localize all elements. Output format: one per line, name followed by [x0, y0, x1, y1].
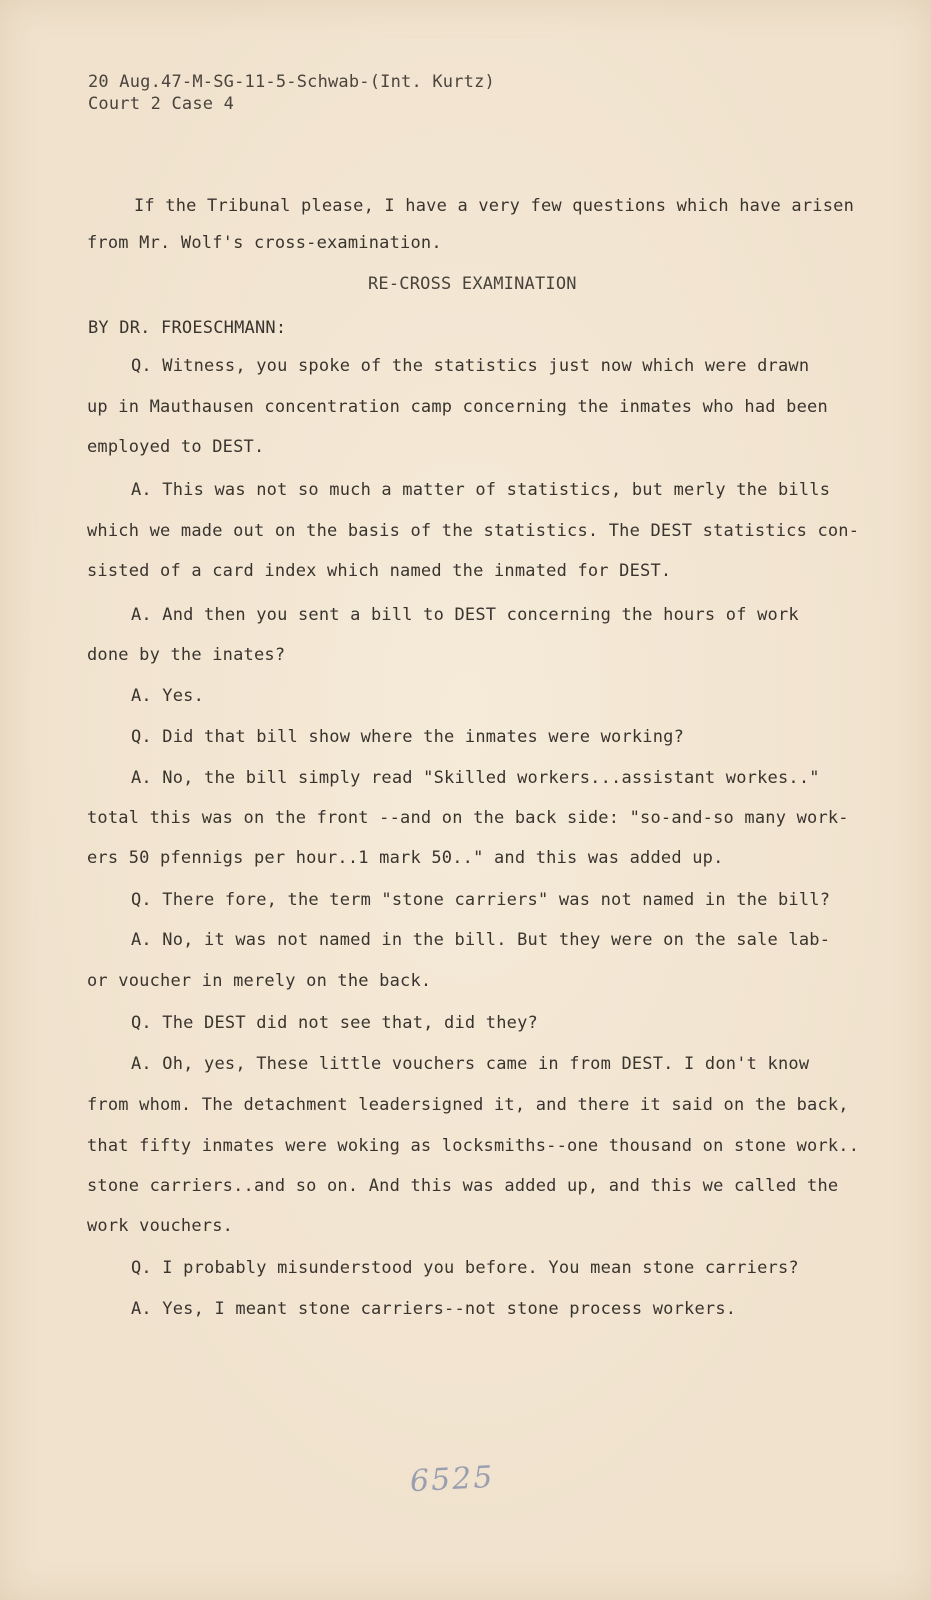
paragraph-line: up in Mauthausen concentration camp concerning the inmates who had been	[87, 397, 828, 417]
intro-line-1: If the Tribunal please, I have a very few questions which have arisen	[134, 196, 855, 216]
paragraph-line: Q. Witness, you spoke of the statistics just now which were drawn	[131, 356, 810, 376]
paragraph-line: or voucher in merely on the back.	[87, 971, 432, 991]
paragraph-line: from whom. The detachment leadersigned it, and there it said on the back,	[87, 1095, 849, 1115]
paragraph-line: A. And then you sent a bill to DEST concerning the hours of work	[131, 605, 799, 625]
paragraph-line: A. No, the bill simply read "Skilled workers...assistant workes.."	[131, 768, 820, 788]
by-line: BY DR. FROESCHMANN:	[88, 318, 287, 338]
paragraph-line: stone carriers..and so on. And this was added up, and this we called the	[87, 1176, 839, 1196]
paragraph-line: A. No, it was not named in the bill. But they were on the sale lab-	[131, 930, 831, 950]
paragraph-line: A. This was not so much a matter of statistics, but merly the bills	[131, 480, 831, 500]
paragraph-line: sisted of a card index which named the inmated for DEST.	[87, 561, 672, 581]
intro-line-2: from Mr. Wolf's cross-examination.	[87, 233, 442, 253]
paragraph-line: done by the inates?	[87, 645, 286, 665]
paragraph-line: Q. The DEST did not see that, did they?	[131, 1013, 538, 1033]
header-line-2: Court 2 Case 4	[88, 94, 235, 114]
paragraph-line: Q. There fore, the term "stone carriers" was not named in the bill?	[131, 890, 831, 910]
paragraph-line: total this was on the front --and on the back side: "so-and-so many work-	[87, 808, 849, 828]
paragraph-line: A. Oh, yes, These little vouchers came in from DEST. I don't know	[131, 1054, 810, 1074]
paragraph-line: ers 50 pfennigs per hour..1 mark 50.." and this was added up.	[87, 848, 724, 868]
paragraph-line: Q. I probably misunderstood you before. You mean stone carriers?	[131, 1258, 799, 1278]
paragraph-line: that fifty inmates were woking as locksmiths--one thousand on stone work..	[87, 1136, 860, 1156]
paragraph-line: which we made out on the basis of the statistics. The DEST statistics con-	[87, 521, 860, 541]
paragraph-line: A. Yes.	[131, 686, 205, 706]
handwritten-page-number: 6525	[409, 1459, 496, 1500]
section-title: RE-CROSS EXAMINATION	[368, 274, 577, 294]
paragraph-line: work vouchers.	[87, 1216, 234, 1236]
header-line-1: 20 Aug.47-M-SG-11-5-Schwab-(Int. Kurtz)	[88, 72, 495, 92]
paragraph-line: A. Yes, I meant stone carriers--not stone process workers.	[131, 1299, 737, 1319]
paragraph-line: Q. Did that bill show where the inmates were working?	[131, 727, 685, 747]
paragraph-line: employed to DEST.	[87, 437, 265, 457]
